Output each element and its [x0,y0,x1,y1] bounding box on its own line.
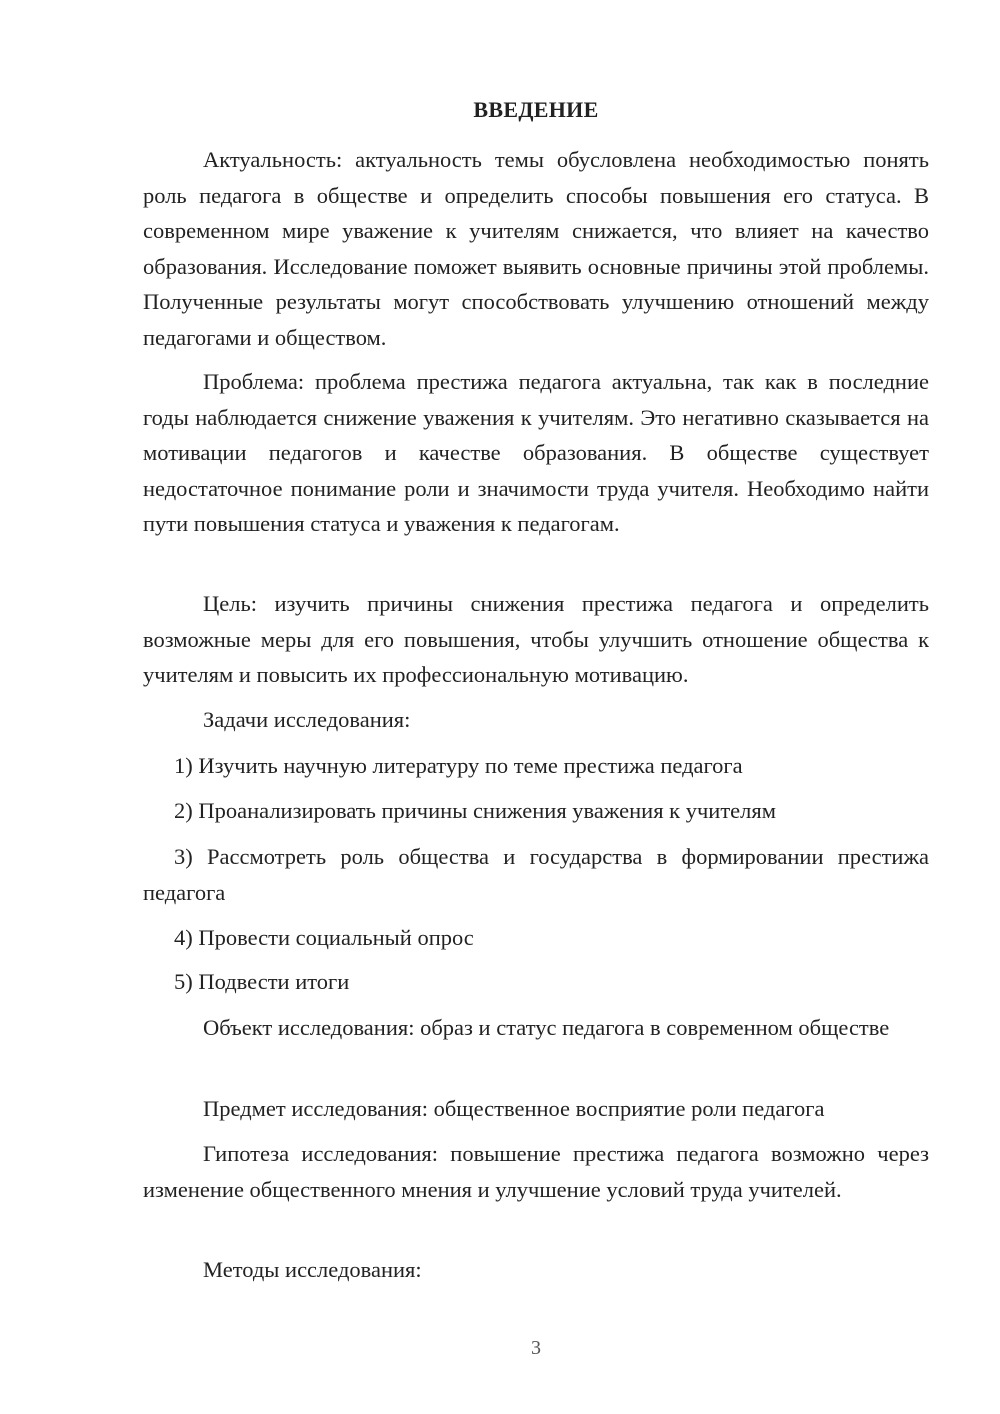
task-item: 4) Провести социальный опрос [174,925,474,950]
methods-heading: Методы исследования: [203,1257,422,1282]
task-item: 2) Проанализировать причины снижения уважения к учителям [174,798,776,823]
relevance-paragraph: Актуальность: актуальность темы обусловлена необходимостью понять роль педагога в обществе и определить способы повышения его статуса. В современном мире уважение к учителям снижается, что влияет на качество образования. Исследование поможет выявить основные причины этой проблемы. Полученные результаты могут способствовать улучшению отношений между педагогами и обществом. [143,147,929,350]
goal-paragraph: Цель: изучить причины снижения престижа педагога и определить возможные меры для его повышения, чтобы улучшить отношение общества к учителям и повысить их профессиональную мотивацию. [143,591,929,687]
section-heading: ВВЕДЕНИЕ [473,97,599,122]
tasks-heading: Задачи исследования: [203,707,411,732]
page-number: 3 [531,1337,541,1359]
task-item: 1) Изучить научную литературу по теме престижа педагога [174,753,743,778]
subject-paragraph: Предмет исследования: общественное восприятие роли педагога [203,1096,825,1121]
problem-paragraph: Проблема: проблема престижа педагога актуальна, так как в последние годы наблюдается снижение уважения к учителям. Это негативно сказывается на мотивации педагогов и качестве образования. В обществе существует недостаточное понимание роли и значимости труда учителя. Необходимо найти пути повышения статуса и уважения к педагогам. [143,369,929,536]
hypothesis-paragraph: Гипотеза исследования: повышение престижа педагога возможно через изменение общественного мнения и улучшение условий труда учителей. [143,1141,929,1202]
task-item: 5) Подвести итоги [174,969,350,994]
object-paragraph: Объект исследования: образ и статус педагога в современном обществе [203,1015,890,1040]
task-item: 3) Рассмотреть роль общества и государства в формировании престижа педагога [143,844,929,905]
